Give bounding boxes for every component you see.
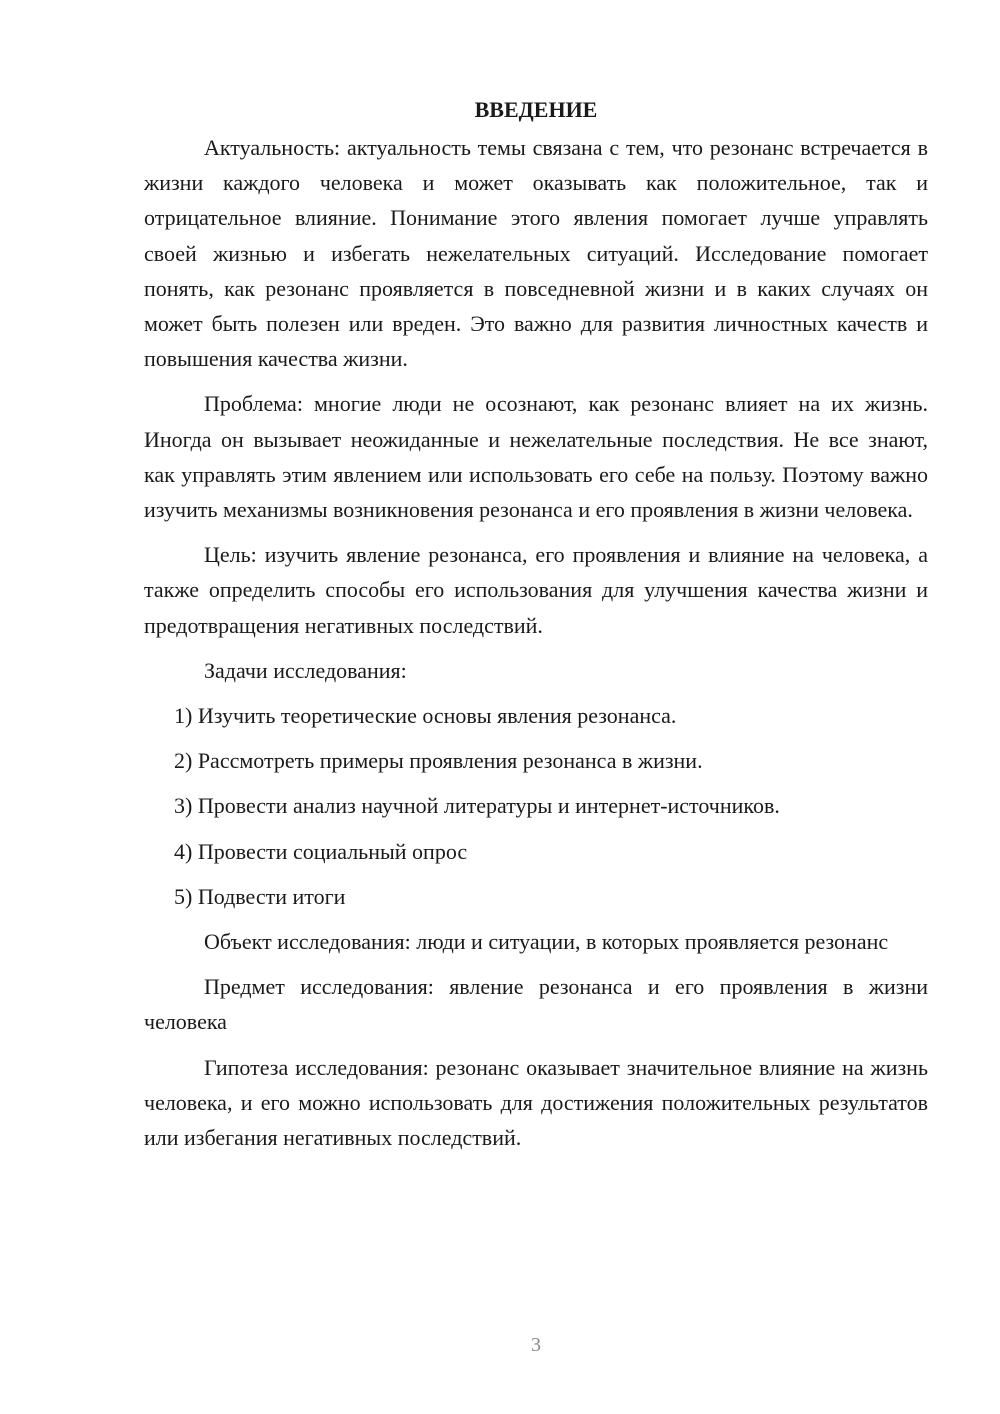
list-item: 5) Подвести итоги <box>174 883 346 909</box>
goal-paragraph: Цель: изучить явление резонанса, его проявления и влияние на человека, а также определить способы его использования для улучшения качества жизни и предотвращения негативных последствий. <box>144 542 928 638</box>
problem-paragraph: Проблема: многие люди не осознают, как резонанс влияет на их жизнь. Иногда он вызывает неожиданные и нежелательные последствия. Не все знают, как управлять этим явлением или использовать его себе на пользу. Поэтому важно изучить механизмы возникновения резонанса и его проявления в жизни человека. <box>144 391 928 523</box>
tasks-list <box>144 698 928 914</box>
list-item: 4) Провести социальный опрос <box>174 838 468 864</box>
tasks-heading: Задачи исследования: <box>204 657 407 683</box>
relevance-paragraph: Актуальность: актуальность темы связана с тем, что резонанс встречается в жизни каждого человека и может оказывать как положительное, так и отрицательное влияние. Понимание этого явления помогает лучше управлять своей жизнью и избегать нежелательных ситуаций. Исследование помогает понять, как резонанс проявляется в повседневной жизни и в каких случаях он может быть полезен или вреден. Это важно для развития личностных качеств и повышения качества жизни. <box>144 135 928 372</box>
page-number: 3 <box>531 1334 541 1356</box>
subject-paragraph: Предмет исследования: явление резонанса и его проявления в жизни человека <box>144 974 928 1035</box>
object-paragraph: Объект исследования: люди и ситуации, в которых проявляется резонанс <box>204 929 889 955</box>
list-item: 2) Рассмотреть примеры проявления резонанса в жизни. <box>174 748 703 774</box>
hypothesis-paragraph: Гипотеза исследования: резонанс оказывает значительное влияние на жизнь человека, и его можно использовать для достижения положительных результатов или избегания негативных последствий. <box>144 1054 928 1151</box>
section-title: ВВЕДЕНИЕ <box>474 97 598 122</box>
list-item: 3) Провести анализ научной литературы и интернет-источников. <box>174 793 780 819</box>
page-content <box>144 92 928 1165</box>
list-item: 1) Изучить теоретические основы явления резонанса. <box>174 703 677 729</box>
